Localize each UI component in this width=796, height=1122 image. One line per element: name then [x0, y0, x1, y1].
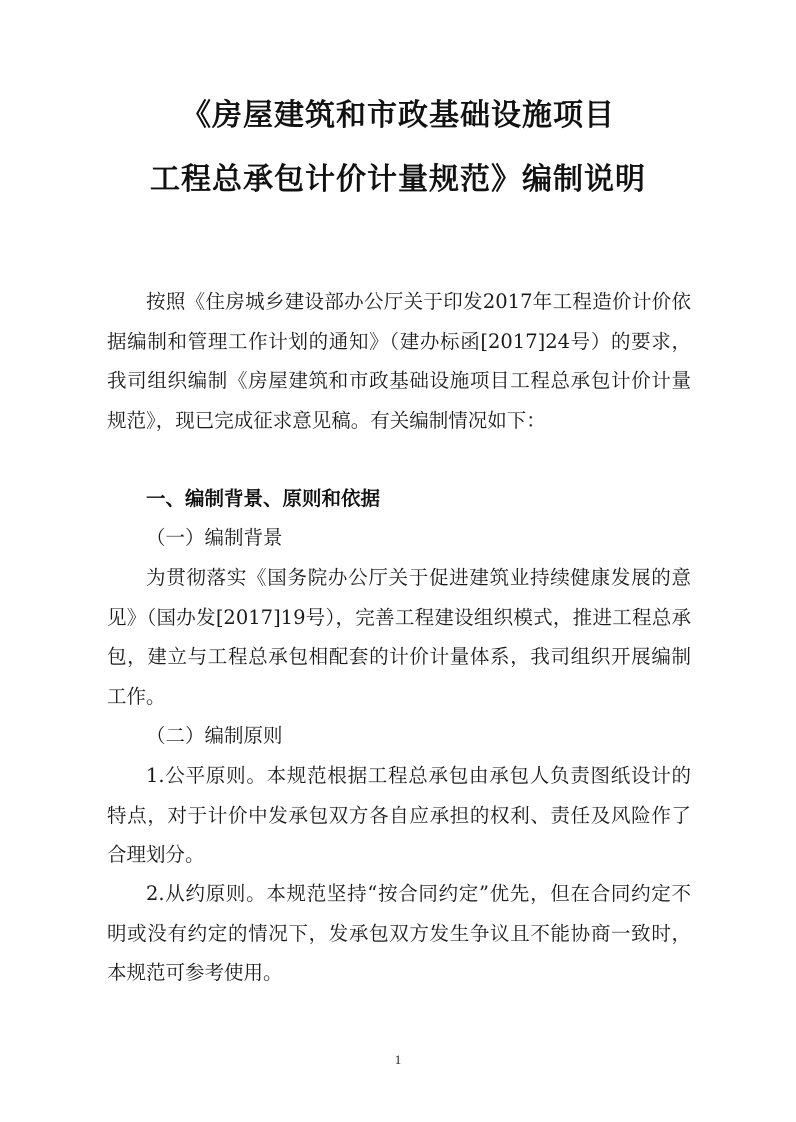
principle1-paragraph-block [107, 756, 691, 875]
background-paragraph-block [107, 558, 691, 716]
document-title-line2: 工程总承包计价计量规范》编制说明 [150, 162, 646, 197]
document-title-line1: 《房屋建筑和市政基础设施项目 [181, 98, 615, 133]
principle2-paragraph: 2.从约原则。本规范坚持“按合同约定”优先，但在合同约定不明或没有约定的情况下，发承包双方发生争议且不能协商一致时，本规范可参考使用。 [107, 882, 691, 984]
background-paragraph: 为贯彻落实《国务院办公厅关于促进建筑业持续健康发展的意见》（国办发[2017]19号），完善工程建设组织模式，推进工程总承包，建立与工程总承包相配套的计价计量体系，我司组织开展编制工作。 [107, 566, 691, 708]
page-number: 1 [394, 1052, 402, 1067]
subsection1-heading: （一）编制背景 [146, 526, 283, 549]
principle1-paragraph: 1.公平原则。本规范根据工程总承包由承包人负责图纸设计的特点，对于计价中发承包双方各自应承担的权利、责任及风险作了合理划分。 [107, 764, 691, 866]
section1-heading: 一、编制背景、原则和依据 [146, 487, 381, 510]
subsection2-heading: （二）编制原则 [146, 724, 283, 747]
intro-paragraph: 按照《住房城乡建设部办公厅关于印发2017年工程造价计价依据编制和管理工作计划的通知》（建办标函[2017]24号）的要求，我司组织编制《房屋建筑和市政基础设施项目工程总承包计价计量规范》，现已完成征求意见稿。有关编制情况如下： [107, 290, 691, 432]
intro-paragraph-block [107, 282, 691, 440]
principle2-paragraph-block [107, 874, 691, 993]
